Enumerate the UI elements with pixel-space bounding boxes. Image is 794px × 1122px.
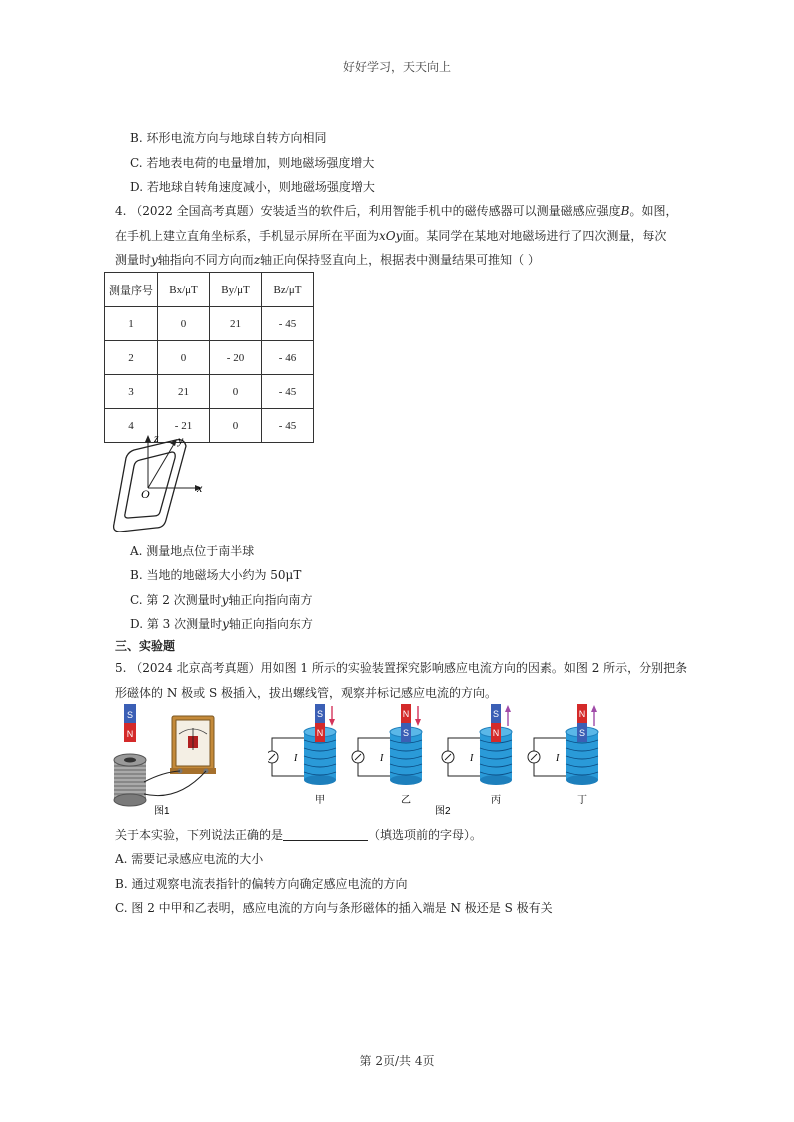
current-label: I	[380, 753, 384, 764]
wire	[144, 771, 206, 796]
table-row	[105, 307, 314, 341]
table-cell: 2	[105, 341, 158, 375]
q4-stem-text: 轴正向保持竖直向上，根据表中测量结果可推知（ ）	[260, 253, 540, 267]
galvanometer	[170, 716, 216, 774]
panel-label: 丁	[577, 795, 587, 806]
current-label: I	[470, 753, 474, 764]
table-cell: 0	[210, 375, 262, 409]
panel-label: 甲	[315, 795, 325, 806]
q3-option-c: C. 若地表电荷的电量增加，则地磁场强度增大	[130, 156, 375, 170]
table-cell: - 21	[158, 409, 210, 443]
q5-prompt-text: （填选项前的字母）。	[368, 828, 483, 842]
magnet-s-label: S	[126, 710, 134, 720]
x-axis-label: x	[197, 481, 203, 495]
z-axis-label: z	[154, 432, 159, 445]
q4-stem-line3	[115, 252, 540, 268]
magnet-bottom-label: N	[492, 728, 500, 738]
q4-var-xoy: xOy	[379, 229, 403, 243]
q4-option-text: A. 测量地点位于南半球	[130, 544, 255, 558]
table-header-row	[105, 273, 314, 307]
answer-blank[interactable]	[283, 828, 368, 841]
q4-stem-text: 。如图，	[629, 204, 678, 218]
q4-option-a	[130, 543, 254, 559]
magnet-top-label: N	[578, 709, 586, 719]
table-cell: 1	[105, 307, 158, 341]
current-label: I	[556, 753, 560, 764]
table-cell: 0	[158, 341, 210, 375]
panel-ding	[528, 704, 598, 806]
magnet-bottom-label: S	[402, 728, 410, 738]
table-cell: 0	[210, 409, 262, 443]
table-cell: - 45	[262, 307, 314, 341]
q4-option-text: C. 第 2 次测量时	[130, 593, 222, 607]
magnet-bottom-label: N	[316, 728, 324, 738]
panel-yi	[352, 704, 422, 806]
table-row	[105, 341, 314, 375]
q4-option-var: y	[222, 617, 229, 631]
table-cell: 3	[105, 375, 158, 409]
figure-1-label: 图1	[154, 806, 170, 817]
q4-var-y: y	[151, 253, 158, 267]
q4-option-text: B. 当地的地磁场大小约为 50μT	[130, 568, 302, 582]
table-header-cell: Bx/μT	[158, 273, 210, 307]
q4-option-d	[130, 616, 313, 632]
q4-option-var: y	[221, 593, 229, 607]
q4-stem-text: 在手机上建立直角坐标系，手机显示屏所在平面为	[115, 229, 380, 243]
q4-stem-text: 面。某同学在某地对地磁场进行了四次测量，每次	[402, 229, 667, 243]
panel-jia	[268, 704, 336, 806]
y-axis	[148, 444, 174, 488]
q5-stem-line1: 5. （2024 北京高考真题）用如图 1 所示的实验装置探究影响感应电流方向的因素。如图 2 所示，分别把条	[115, 661, 688, 675]
down-arrow-head	[415, 719, 421, 726]
y-axis-label: y	[178, 433, 184, 447]
table-header-cell: Bz/μT	[262, 273, 314, 307]
q5-option-a: A. 需要记录感应电流的大小	[115, 852, 264, 866]
table-cell: 21	[158, 375, 210, 409]
q4-stem-line2	[115, 228, 666, 244]
down-arrow-head	[329, 719, 335, 726]
up-arrow-head	[505, 705, 511, 712]
phone-axes-diagram	[104, 432, 214, 532]
page-header: 好好学习，天天向上	[342, 60, 451, 74]
figure-2-panels	[268, 702, 614, 820]
q4-stem-text: 轴指向不同方向而	[157, 253, 254, 267]
panel-bing	[442, 704, 512, 806]
q4-var-b: B	[620, 204, 630, 218]
q4-option-text: D. 第 3 次测量时	[130, 617, 223, 631]
q5-prompt	[115, 827, 482, 843]
q5-option-b: B. 通过观察电流表指针的偏转方向确定感应电流的方向	[115, 877, 408, 891]
q3-option-d: D. 若地球自转角速度减小，则地磁场强度增大	[130, 180, 375, 194]
q4-var-z: z	[253, 253, 261, 267]
current-label: I	[294, 753, 298, 764]
q4-stem-line1	[115, 203, 677, 219]
section-title: 三、实验题	[115, 639, 176, 653]
table-cell: - 45	[262, 409, 314, 443]
measurement-table	[104, 272, 314, 443]
table-header-cell: By/μT	[210, 273, 262, 307]
q4-option-b	[130, 567, 301, 583]
table-cell: - 20	[210, 341, 262, 375]
table-cell: 21	[210, 307, 262, 341]
page-footer: 第 2页/共 4页	[359, 1054, 435, 1068]
q4-option-text: 轴正向指向南方	[228, 593, 313, 607]
q5-prompt-text: 关于本实验，下列说法正确的是	[115, 828, 284, 842]
table-header-cell: 测量序号	[105, 273, 158, 307]
origin-label: O	[141, 487, 150, 501]
magnet-top-label: N	[402, 709, 410, 719]
table-row	[105, 375, 314, 409]
table-cell: - 46	[262, 341, 314, 375]
panel-label: 乙	[401, 795, 411, 806]
coil-spool	[114, 754, 146, 806]
table-cell: 4	[105, 409, 158, 443]
magnet-top-label: S	[492, 709, 500, 719]
magnet-n-label: N	[126, 729, 134, 739]
table-cell: - 45	[262, 375, 314, 409]
table-cell: 0	[158, 307, 210, 341]
q5-option-c: C. 图 2 中甲和乙表明，感应电流的方向与条形磁体的插入端是 N 极还是 S 极有关	[115, 901, 553, 915]
q3-option-b: B. 环形电流方向与地球自转方向相同	[130, 131, 327, 145]
q4-stem-text: 测量时	[115, 253, 152, 267]
figure-2-label: 图2	[435, 806, 451, 817]
figure-1-apparatus	[108, 702, 220, 820]
panel-label: 丙	[491, 795, 501, 806]
up-arrow-head	[591, 705, 597, 712]
q5-stem-line2: 形磁体的 N 极或 S 极插入，拔出螺线管，观察并标记感应电流的方向。	[115, 686, 497, 700]
q4-option-text: 轴正向指向东方	[228, 617, 313, 631]
q4-option-c	[130, 592, 312, 608]
z-arrow	[145, 435, 151, 442]
magnet-bottom-label: S	[578, 728, 586, 738]
magnet-top-label: S	[316, 709, 324, 719]
q4-stem-text: 4. （2022 全国高考真题）安装适当的软件后，利用智能手机中的磁传感器可以测量磁感应强度	[115, 204, 621, 218]
